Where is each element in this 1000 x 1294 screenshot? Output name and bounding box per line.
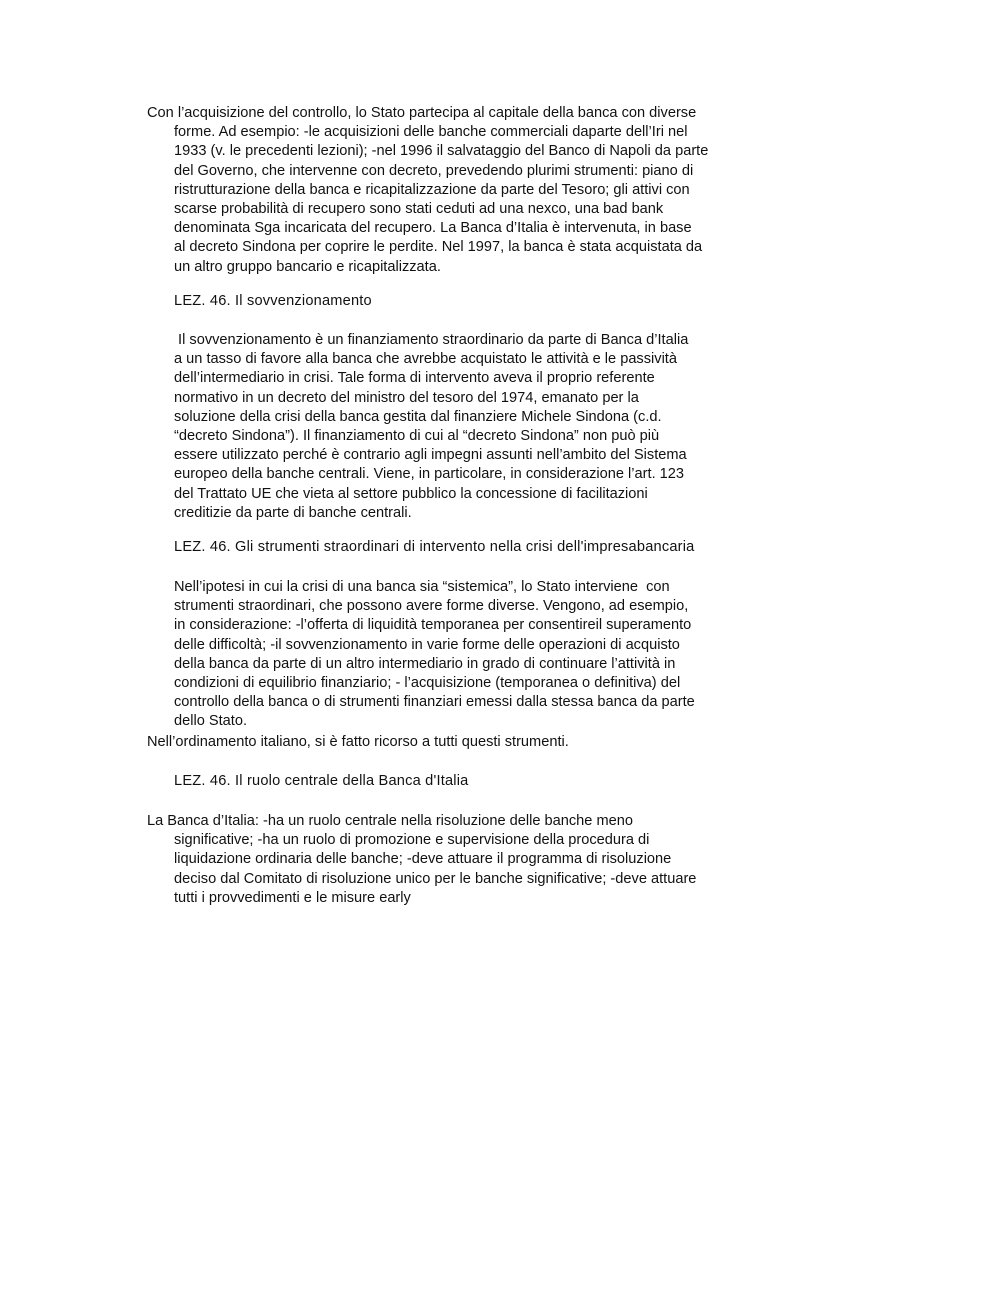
paragraph-strumenti-straordinari — [174, 578, 695, 732]
text-line: del Trattato UE che vieta al settore pubblico la concessione di facilitazioni — [174, 485, 648, 502]
text-line: normativo in un decreto del ministro del tesoro del 1974, emanato per la — [174, 389, 639, 406]
text-line: della banca da parte di un altro intermediario in grado di continuare l’attività in — [174, 655, 676, 672]
text-line: “decreto Sindona”). Il finanziamento di cui al “decreto Sindona” non può più — [174, 428, 660, 445]
text-line: soluzione della crisi della banca gestita dal finanziere Michele Sindona (c.d. — [174, 408, 662, 425]
text-line: controllo della banca o di strumenti finanziari emessi dalla stessa banca da parte — [174, 694, 695, 711]
text-line: strumenti straordinari, che possono avere forme diverse. Vengono, ad esempio, — [174, 598, 689, 615]
text-line: essere utilizzato perché è contrario agli impegni assunti nell’ambito del Sistema — [174, 447, 687, 464]
text-line: a un tasso di favore alla banca che avrebbe acquistato le attività e le passività — [174, 351, 677, 368]
text-line: ristrutturazione della banca e ricapitalizzazione da parte del Tesoro; gli attivi con — [174, 181, 690, 198]
text-line: dello Stato. — [174, 713, 248, 730]
paragraph-ordinamento-italiano — [147, 733, 569, 752]
text-line: Nell’ipotesi in cui la crisi di una banca sia “sistemica”, lo Stato interviene con — [174, 579, 670, 595]
section-heading-strumenti-straordinari: LEZ. 46. Gli strumenti straordinari di intervento nella crisi dell'impresabancaria — [174, 539, 695, 555]
text-line: Con l’acquisizione del controllo, lo Stato partecipa al capitale della banca con diverse — [147, 105, 697, 121]
text-line: del Governo, che intervenne con decreto, prevedendo plurimi strumenti: piano di — [174, 162, 694, 179]
section-heading-sovvenzionamento: LEZ. 46. Il sovvenzionamento — [174, 293, 372, 309]
text-line: creditizie da parte di banche centrali. — [174, 504, 412, 521]
text-line: Nell’ordinamento italiano, si è fatto ricorso a tutti questi strumenti. — [147, 734, 569, 750]
text-line: Il sovvenzionamento è un finanziamento straordinario da parte di Banca d’Italia — [174, 332, 689, 348]
text-line: europeo della banche centrali. Viene, in particolare, in considerazione l’art. 123 — [174, 466, 685, 483]
text-line: 1933 (v. le precedenti lezioni); -nel 1996 il salvataggio del Banco di Napoli da parte — [174, 143, 709, 160]
paragraph-state-acquisition — [147, 104, 708, 277]
paragraph-sovvenzionamento — [174, 331, 688, 523]
text-line: significative; -ha un ruolo di promozione e supervisione della procedura di — [174, 832, 650, 849]
text-line: in considerazione: -l’offerta di liquidità temporanea per consentireil superamento — [174, 617, 692, 634]
text-line: tutti i provvedimenti e le misure early — [174, 889, 411, 906]
text-line: denominata Sga incaricata del recupero. La Banca d’Italia è intervenuta, in base — [174, 220, 692, 237]
text-line: condizioni di equilibrio finanziario; - l’acquisizione (temporanea o definitiva) del — [174, 675, 681, 692]
text-line: un altro gruppo bancario e ricapitalizzata. — [174, 258, 441, 275]
text-line: forme. Ad esempio: -le acquisizioni delle banche commerciali daparte dell’Iri nel — [174, 124, 688, 141]
text-line: delle difficoltà; -il sovvenzionamento in varie forme delle operazioni di acquisto — [174, 636, 680, 653]
text-line: deciso dal Comitato di risoluzione unico per le banche significative; -deve attuare — [174, 870, 697, 887]
text-line: scarse probabilità di recupero sono stati ceduti ad una nexco, una bad bank — [174, 201, 664, 218]
text-line: liquidazione ordinaria delle banche; -deve attuare il programma di risoluzione — [174, 851, 672, 868]
text-line: La Banca d’Italia: -ha un ruolo centrale nella risoluzione delle banche meno — [147, 813, 633, 829]
text-line: al decreto Sindona per coprire le perdite. Nel 1997, la banca è stata acquistata da — [174, 239, 703, 256]
section-heading-ruolo-banca-italia: LEZ. 46. Il ruolo centrale della Banca d'Italia — [174, 773, 469, 789]
paragraph-banca-italia — [147, 812, 696, 908]
text-line: dell’intermediario in crisi. Tale forma di intervento aveva il proprio referente — [174, 370, 655, 387]
